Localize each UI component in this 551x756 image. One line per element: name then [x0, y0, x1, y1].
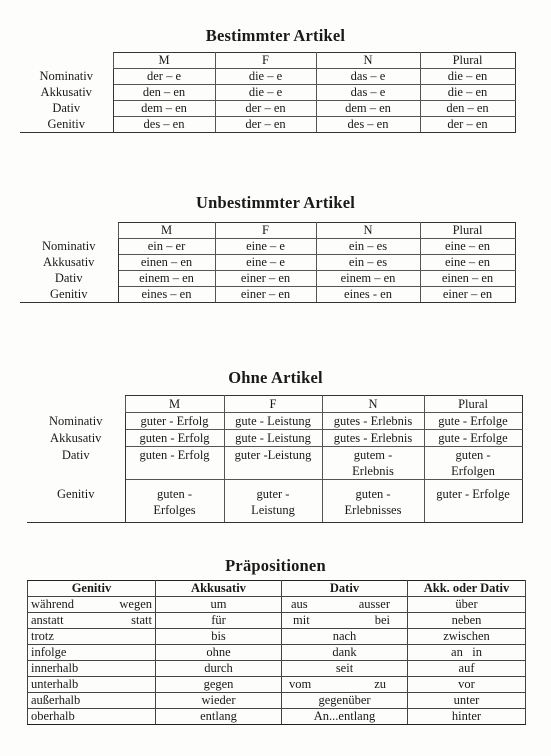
table-row [28, 613, 526, 629]
table-row [28, 645, 526, 661]
cell: gute - Leistung [224, 413, 322, 430]
cell: eine – e [215, 239, 316, 255]
table-bestimmter-artikel [20, 52, 516, 133]
cell: gutem - Erlebnis [322, 447, 424, 480]
cell-akkusativ: wieder [156, 693, 282, 709]
word: bei [374, 613, 390, 627]
table-row [27, 447, 522, 480]
cell: einer – en [215, 271, 316, 287]
cell: eines - en [316, 287, 420, 303]
cell: eine – en [420, 239, 515, 255]
row-label: Dativ [20, 271, 118, 287]
cell-akk-oder-dativ: über [408, 597, 526, 613]
cell-genitiv: oberhalb [28, 709, 156, 725]
cell-genitiv: trotz [28, 629, 156, 645]
cell: einer – en [420, 287, 515, 303]
title-bestimmter-artikel: Bestimmter Artikel [205, 26, 346, 45]
cell: einem – en [118, 271, 215, 287]
title-unbestimmter-artikel: Unbestimmter Artikel [195, 193, 356, 212]
cell-dativ: seit [282, 661, 408, 677]
header-akk-oder-dativ: Akk. oder Dativ [408, 581, 526, 597]
row-label: Nominativ [27, 413, 125, 430]
table-row [20, 239, 515, 255]
cell-genitiv: unterhalb [28, 677, 156, 693]
header-genitiv: Genitiv [28, 581, 156, 597]
table-row [20, 287, 515, 303]
cell: einem – en [316, 271, 420, 287]
cell: ein – es [316, 255, 420, 271]
cell: der – en [215, 117, 316, 133]
row-label: Genitiv [20, 287, 118, 303]
header-f: F [215, 223, 316, 239]
cell: der – en [215, 101, 316, 117]
table-row [20, 117, 515, 133]
cell-akkusativ: bis [156, 629, 282, 645]
header-row [27, 396, 522, 413]
table-row [28, 661, 526, 677]
header-row [28, 581, 526, 597]
word: wegen [119, 597, 152, 611]
corner-cell [27, 396, 125, 413]
cell: eine – en [420, 255, 515, 271]
word: statt [131, 613, 152, 627]
cell-akkusativ: um [156, 597, 282, 613]
cell-dativ: dank [282, 645, 408, 661]
cell-dativ: gegenüber [282, 693, 408, 709]
table-row [28, 693, 526, 709]
cell-dativ: nach [282, 629, 408, 645]
word: anstatt [31, 613, 64, 627]
table-row [27, 413, 522, 430]
cell: des – en [316, 117, 420, 133]
cell-dativ [282, 677, 408, 693]
row-label: Akkusativ [20, 85, 113, 101]
title-praepositionen: Präpositionen [225, 556, 326, 575]
cell: ein – es [316, 239, 420, 255]
cell: guter - Erfolg [125, 413, 224, 430]
word: vom [289, 677, 312, 691]
row-label: Dativ [27, 447, 125, 480]
cell-akk-oder-dativ: auf [408, 661, 526, 677]
cell-genitiv [28, 597, 156, 613]
table-row [28, 677, 526, 693]
cell-genitiv [28, 613, 156, 629]
table-praepositionen [27, 580, 526, 725]
word: mit [293, 613, 310, 627]
row-label: Nominativ [20, 69, 113, 85]
header-plural: Plural [420, 53, 515, 69]
table-row [28, 709, 526, 725]
row-label: Nominativ [20, 239, 118, 255]
cell: guter - Erfolge [424, 480, 522, 523]
table-row [27, 480, 522, 523]
cell: den – en [420, 101, 515, 117]
cell: dem – en [316, 101, 420, 117]
cell: guter - Leistung [224, 480, 322, 523]
cell: gutes - Erlebnis [322, 430, 424, 447]
cell: gute - Leistung [224, 430, 322, 447]
header-row [20, 53, 515, 69]
table-row [28, 597, 526, 613]
cell: gute - Erfolge [424, 413, 522, 430]
header-f: F [215, 53, 316, 69]
table-row [20, 271, 515, 287]
header-plural: Plural [420, 223, 515, 239]
cell-akk-oder-dativ: zwischen [408, 629, 526, 645]
cell: guten - Erfolgen [424, 447, 522, 480]
header-akkusativ: Akkusativ [156, 581, 282, 597]
table-row [20, 255, 515, 271]
cell: der – en [420, 117, 515, 133]
cell-akk-oder-dativ: unter [408, 693, 526, 709]
word: zu [374, 677, 386, 691]
cell-akkusativ: gegen [156, 677, 282, 693]
cell-dativ [282, 597, 408, 613]
cell-genitiv: infolge [28, 645, 156, 661]
row-label: Genitiv [20, 117, 113, 133]
cell: die – e [215, 85, 316, 101]
cell-dativ [282, 613, 408, 629]
cell-akkusativ: für [156, 613, 282, 629]
header-row [20, 223, 515, 239]
cell: gute - Erfolge [424, 430, 522, 447]
cell-akk-oder-dativ: vor [408, 677, 526, 693]
cell: ein – er [118, 239, 215, 255]
table-row [28, 629, 526, 645]
cell-genitiv: außerhalb [28, 693, 156, 709]
header-dativ: Dativ [282, 581, 408, 597]
cell: guten - Erfolges [125, 480, 224, 523]
table-unbestimmter-artikel [20, 222, 516, 303]
table-row [20, 101, 515, 117]
row-label: Dativ [20, 101, 113, 117]
table-row [27, 430, 522, 447]
header-m: M [125, 396, 224, 413]
cell: die – en [420, 69, 515, 85]
header-n: N [322, 396, 424, 413]
header-plural: Plural [424, 396, 522, 413]
cell: einen – en [420, 271, 515, 287]
cell: des – en [113, 117, 215, 133]
cell-akkusativ: ohne [156, 645, 282, 661]
cell-genitiv: innerhalb [28, 661, 156, 677]
header-m: M [118, 223, 215, 239]
cell: einen – en [118, 255, 215, 271]
cell: der – e [113, 69, 215, 85]
row-label: Akkusativ [20, 255, 118, 271]
cell-dativ: An...entlang [282, 709, 408, 725]
corner-cell [20, 223, 118, 239]
cell: den – en [113, 85, 215, 101]
header-m: M [113, 53, 215, 69]
table-ohne-artikel [27, 395, 523, 523]
cell-akk-oder-dativ: neben [408, 613, 526, 629]
cell: dem – en [113, 101, 215, 117]
header-n: N [316, 223, 420, 239]
cell: eines – en [118, 287, 215, 303]
cell-akk-oder-dativ: hinter [408, 709, 526, 725]
word: aus [291, 597, 308, 611]
row-label: Akkusativ [27, 430, 125, 447]
cell: guten - Erfolg [125, 447, 224, 480]
word: ausser [358, 597, 390, 611]
cell: die – en [420, 85, 515, 101]
title-ohne-artikel: Ohne Artikel [228, 368, 323, 387]
cell: guten - Erfolg [125, 430, 224, 447]
cell: einer – en [215, 287, 316, 303]
word: während [31, 597, 75, 611]
row-label: Genitiv [27, 480, 125, 523]
header-n: N [316, 53, 420, 69]
cell: das – e [316, 69, 420, 85]
corner-cell [20, 53, 113, 69]
table-row [20, 69, 515, 85]
cell: gutes - Erlebnis [322, 413, 424, 430]
cell: guten - Erlebnisses [322, 480, 424, 523]
cell-akkusativ: durch [156, 661, 282, 677]
cell-akkusativ: entlang [156, 709, 282, 725]
table-row [20, 85, 515, 101]
cell: eine – e [215, 255, 316, 271]
cell-akk-oder-dativ: an in [408, 645, 526, 661]
header-f: F [224, 396, 322, 413]
cell: die – e [215, 69, 316, 85]
cell: das – e [316, 85, 420, 101]
cell: guter -Leistung [224, 447, 322, 480]
